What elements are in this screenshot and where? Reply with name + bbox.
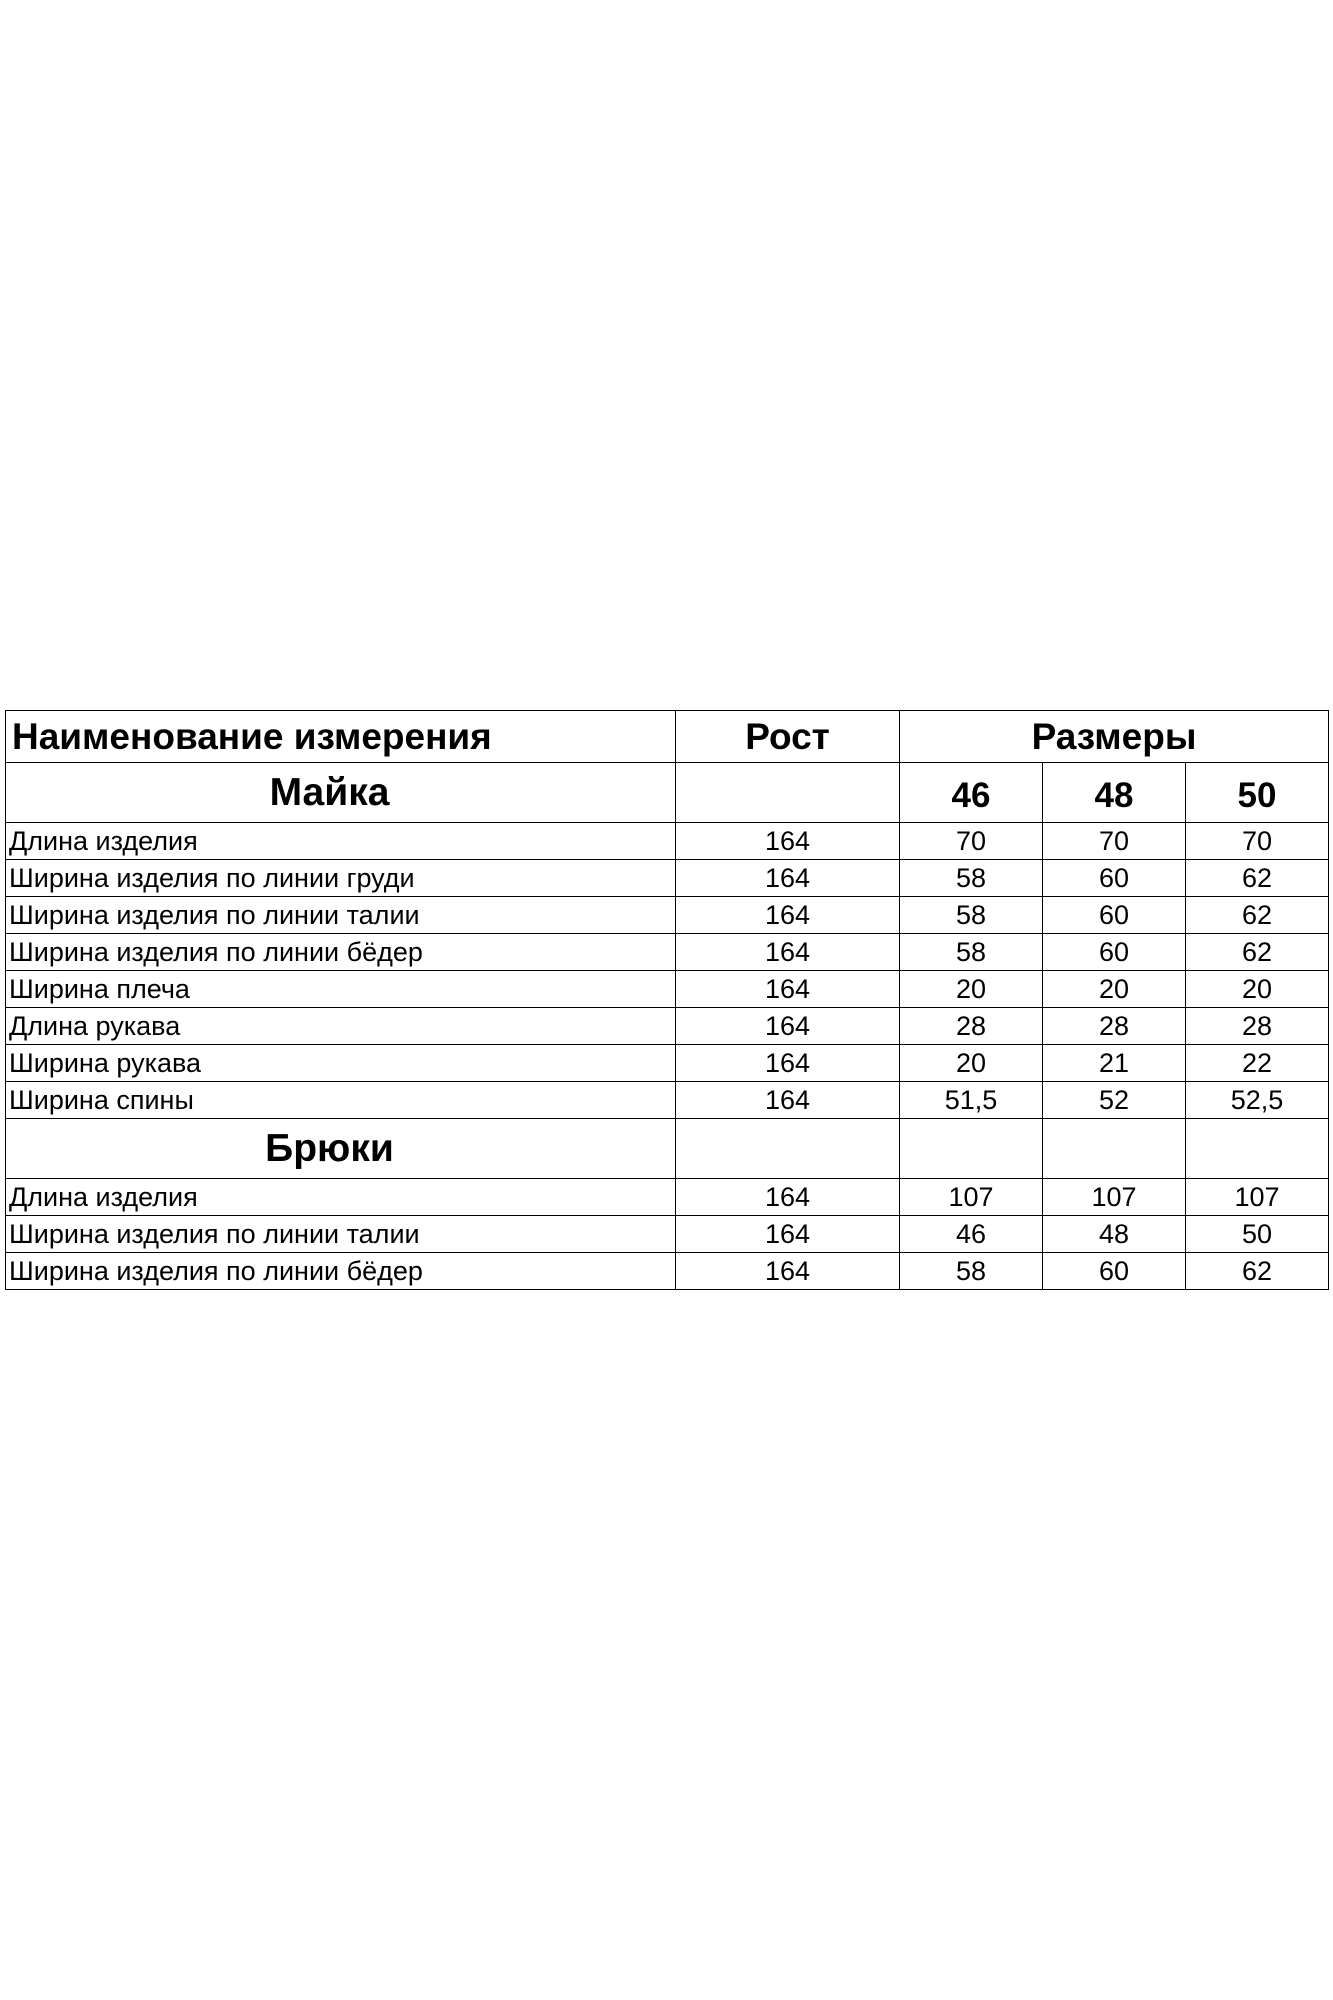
size-value: 58 bbox=[900, 860, 1043, 897]
measure-name: Ширина изделия по линии талии bbox=[6, 1216, 676, 1253]
table-row bbox=[6, 971, 1329, 1008]
size-header bbox=[1186, 1119, 1329, 1179]
measure-name: Ширина изделия по линии груди bbox=[6, 860, 676, 897]
header-height: Рост bbox=[676, 711, 900, 763]
size-header bbox=[900, 1119, 1043, 1179]
size-value: 22 bbox=[1186, 1045, 1329, 1082]
size-value: 48 bbox=[1043, 1216, 1186, 1253]
size-value: 60 bbox=[1043, 897, 1186, 934]
measure-name: Ширина изделия по линии бёдер bbox=[6, 934, 676, 971]
size-header bbox=[1043, 1119, 1186, 1179]
size-value: 20 bbox=[900, 971, 1043, 1008]
size-value: 60 bbox=[1043, 934, 1186, 971]
size-value: 46 bbox=[900, 1216, 1043, 1253]
size-table bbox=[5, 710, 1329, 1290]
table-row bbox=[6, 860, 1329, 897]
size-value: 70 bbox=[900, 823, 1043, 860]
size-value: 50 bbox=[1186, 1216, 1329, 1253]
size-value: 20 bbox=[1186, 971, 1329, 1008]
size-value: 107 bbox=[1043, 1179, 1186, 1216]
table-row bbox=[6, 1216, 1329, 1253]
height-value: 164 bbox=[676, 1216, 900, 1253]
height-value: 164 bbox=[676, 1179, 900, 1216]
size-value: 51,5 bbox=[900, 1082, 1043, 1119]
size-value: 107 bbox=[1186, 1179, 1329, 1216]
table-row bbox=[6, 823, 1329, 860]
measure-name: Длина рукава bbox=[6, 1008, 676, 1045]
table-row bbox=[6, 1253, 1329, 1290]
measure-name: Ширина спины bbox=[6, 1082, 676, 1119]
table-row bbox=[6, 1045, 1329, 1082]
table-row bbox=[6, 1082, 1329, 1119]
size-value: 58 bbox=[900, 934, 1043, 971]
table-row bbox=[6, 934, 1329, 971]
section-row bbox=[6, 1119, 1329, 1179]
height-value: 164 bbox=[676, 1008, 900, 1045]
size-value: 21 bbox=[1043, 1045, 1186, 1082]
size-value: 28 bbox=[900, 1008, 1043, 1045]
size-value: 20 bbox=[1043, 971, 1186, 1008]
height-value: 164 bbox=[676, 934, 900, 971]
height-value: 164 bbox=[676, 860, 900, 897]
size-header: 46 bbox=[900, 763, 1043, 823]
height-value: 164 bbox=[676, 897, 900, 934]
header-sizes: Размеры bbox=[900, 711, 1329, 763]
measure-name: Ширина изделия по линии талии bbox=[6, 897, 676, 934]
section-height-cell bbox=[676, 763, 900, 823]
size-header: 48 bbox=[1043, 763, 1186, 823]
size-value: 107 bbox=[900, 1179, 1043, 1216]
size-value: 58 bbox=[900, 1253, 1043, 1290]
table-row bbox=[6, 1008, 1329, 1045]
size-value: 58 bbox=[900, 897, 1043, 934]
table-row bbox=[6, 897, 1329, 934]
height-value: 164 bbox=[676, 1082, 900, 1119]
section-title: Майка bbox=[6, 763, 676, 823]
header-row bbox=[6, 711, 1329, 763]
size-value: 52,5 bbox=[1186, 1082, 1329, 1119]
table-row bbox=[6, 1179, 1329, 1216]
size-value: 28 bbox=[1043, 1008, 1186, 1045]
section-row bbox=[6, 763, 1329, 823]
height-value: 164 bbox=[676, 823, 900, 860]
size-value: 62 bbox=[1186, 1253, 1329, 1290]
measure-name: Ширина плеча bbox=[6, 971, 676, 1008]
size-value: 70 bbox=[1186, 823, 1329, 860]
height-value: 164 bbox=[676, 1045, 900, 1082]
measure-name: Длина изделия bbox=[6, 823, 676, 860]
height-value: 164 bbox=[676, 1253, 900, 1290]
size-value: 28 bbox=[1186, 1008, 1329, 1045]
header-name: Наименование измерения bbox=[6, 711, 676, 763]
measure-name: Длина изделия bbox=[6, 1179, 676, 1216]
size-value: 62 bbox=[1186, 860, 1329, 897]
size-value: 62 bbox=[1186, 897, 1329, 934]
measure-name: Ширина рукава bbox=[6, 1045, 676, 1082]
height-value: 164 bbox=[676, 971, 900, 1008]
size-value: 62 bbox=[1186, 934, 1329, 971]
size-value: 60 bbox=[1043, 1253, 1186, 1290]
size-value: 20 bbox=[900, 1045, 1043, 1082]
measure-name: Ширина изделия по линии бёдер bbox=[6, 1253, 676, 1290]
size-value: 70 bbox=[1043, 823, 1186, 860]
section-height-cell bbox=[676, 1119, 900, 1179]
section-title: Брюки bbox=[6, 1119, 676, 1179]
size-header: 50 bbox=[1186, 763, 1329, 823]
size-value: 60 bbox=[1043, 860, 1186, 897]
size-value: 52 bbox=[1043, 1082, 1186, 1119]
